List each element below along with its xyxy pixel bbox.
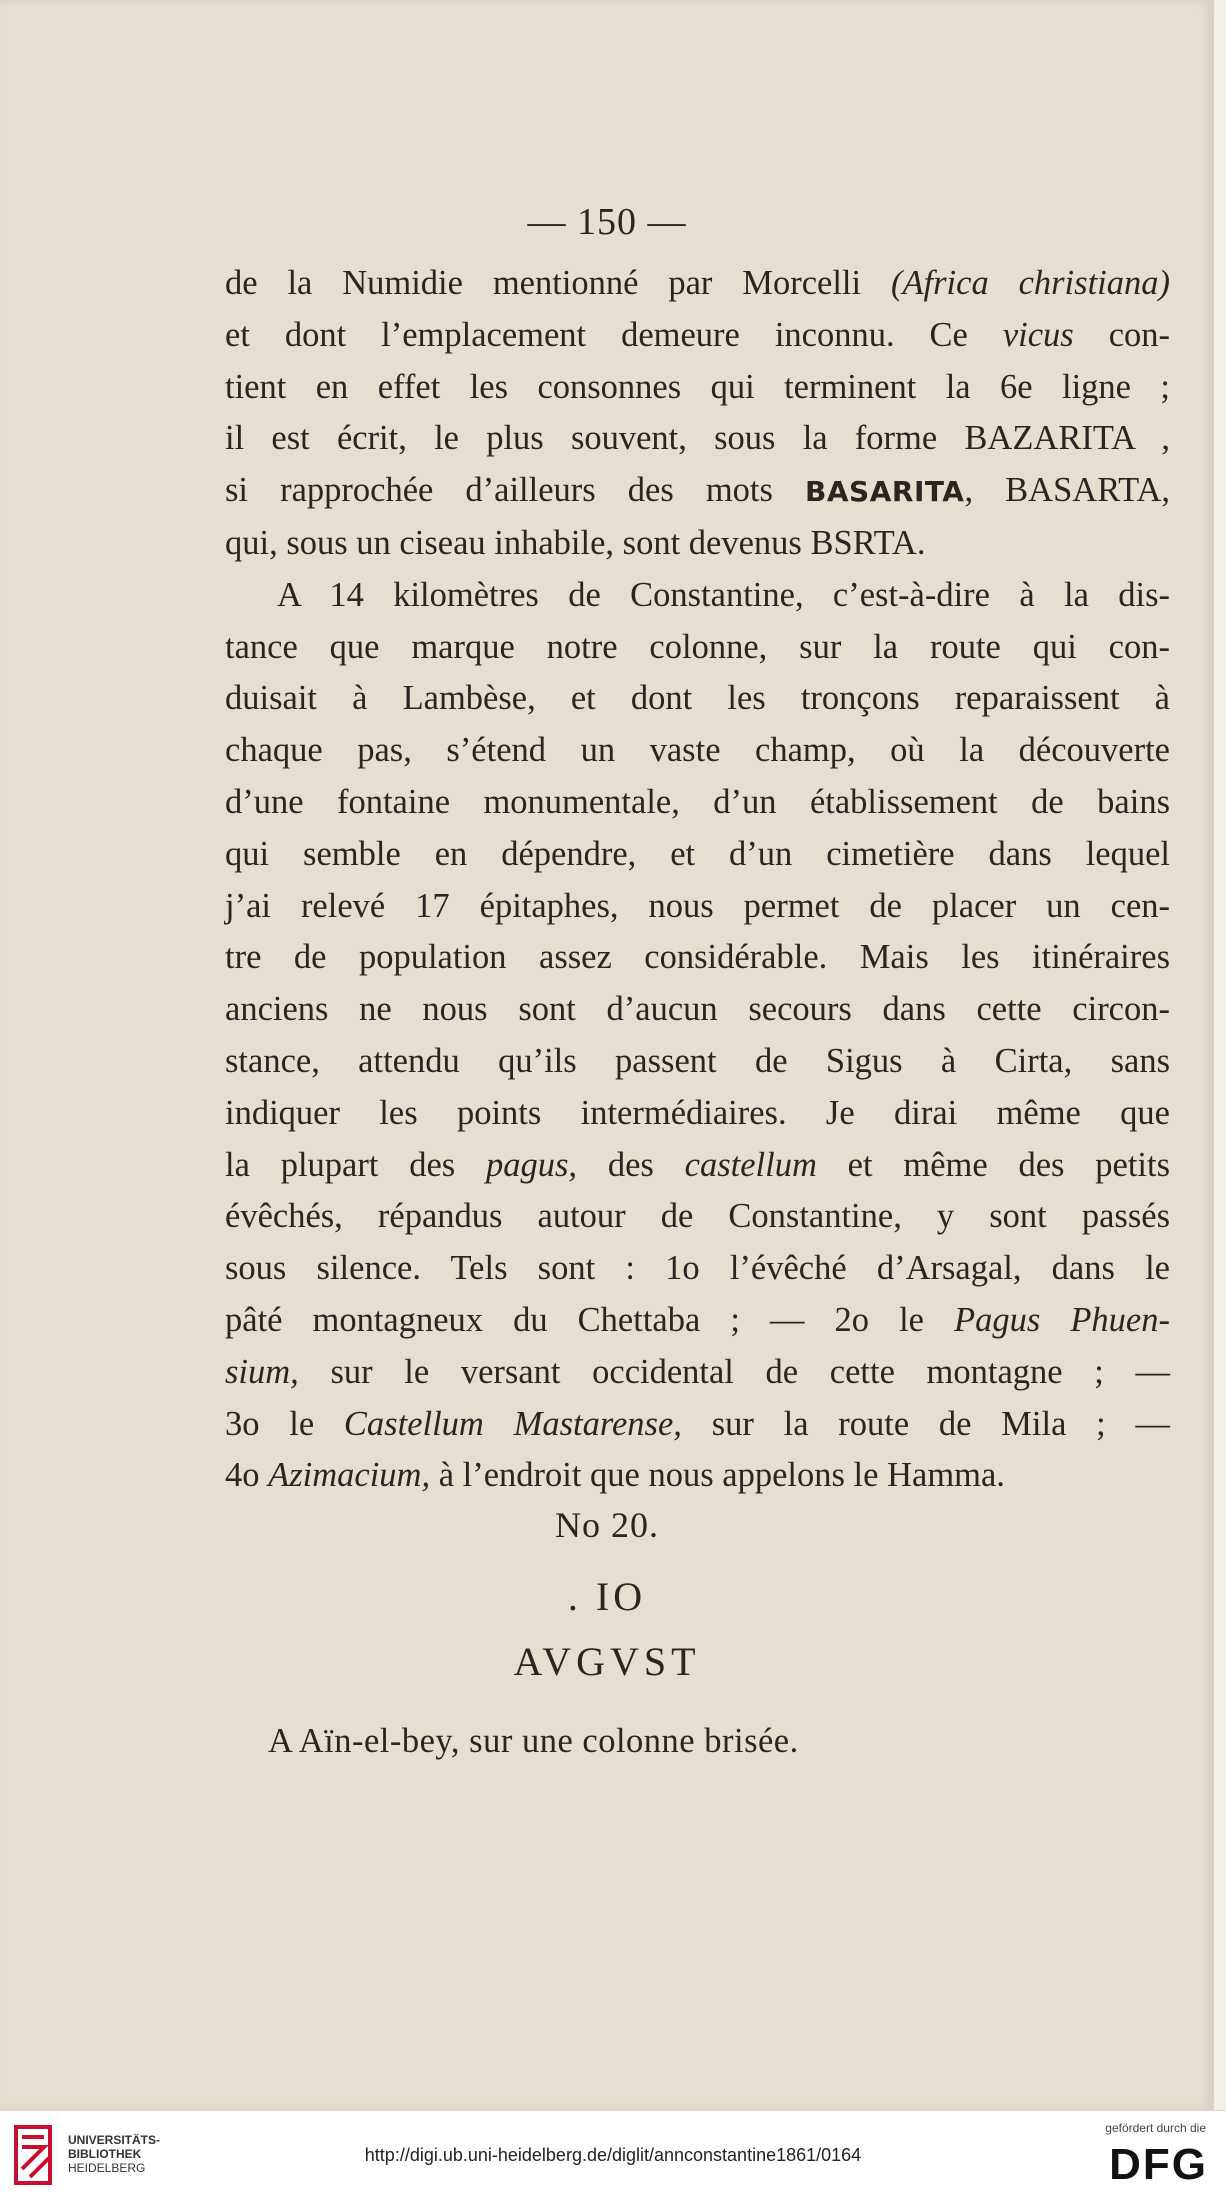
text-segment: con- (1073, 315, 1170, 354)
inscription-number: No 20. (555, 1505, 659, 1545)
italic-term: sium, (225, 1352, 299, 1391)
text-segment: à l’endroit que nous appelons le Hamma. (430, 1456, 1005, 1495)
text-segment: et dont l’emplacement demeure inconnu. Ce (225, 315, 1003, 354)
body-text (225, 258, 1170, 1502)
text-segment: sur le versant occidental de cette montagne ; — (298, 1352, 1170, 1391)
text-line: duisait à Lambèse, et dont les tronçons reparaissent à (225, 679, 1170, 718)
text-line: stance, attendu qu’ils passent de Sigus à Cirta, sans (225, 1041, 1170, 1080)
text-segment: de la Numidie mentionné par Morcelli (225, 264, 891, 302)
text-line: A 14 kilomètres de Constantine, c’est-à-dire à la dis- (277, 575, 1170, 614)
inscription-line-1: . IO (567, 1574, 647, 1619)
permalink[interactable]: http://digi.ub.uni-heidelberg.de/diglit/annconstantine1861/0164 (364, 2145, 862, 2165)
italic-term: pagus, (486, 1145, 578, 1184)
italic-term: Pagus Phuen- (954, 1300, 1170, 1339)
text-line (225, 1450, 1170, 1502)
text-line: évêchés, répandus autour de Constantine, y sont passés (225, 1197, 1170, 1236)
italic-term: vicus (1002, 315, 1074, 354)
italic-term: Azimacium, (268, 1456, 431, 1495)
text-line: j’ai relevé 17 épitaphes, nous permet de placer un cen- (225, 886, 1170, 925)
text-line: tre de population assez considérable. Mais les itinéraires (225, 938, 1170, 977)
text-line (225, 258, 1170, 310)
text-segment: et même des petits (816, 1145, 1170, 1184)
text-segment: , BASARTA, (964, 471, 1170, 510)
inscription-word: BASARITA (805, 475, 965, 509)
library-name-line: BIBLIOTHEK (68, 2147, 142, 2161)
italic-term: Castellum Mastarense, (343, 1404, 682, 1443)
text-line: chaque pas, s’étend un vaste champ, où la découverte (225, 731, 1170, 770)
inscription-line-2: AVGVST (513, 1639, 701, 1684)
dfg-logo: DFG (1109, 2140, 1208, 2189)
text-segment: 3o le (225, 1404, 344, 1443)
viewer-footer (0, 2110, 1226, 2199)
text-line: tance que marque notre colonne, sur la route qui con- (225, 627, 1170, 666)
text-segment: 4o (225, 1456, 269, 1495)
italic-term: castellum (684, 1145, 817, 1184)
page-edge (1214, 0, 1226, 2110)
text-segment: la plupart des (225, 1145, 486, 1184)
library-name-line: UNIVERSITÄTS- (68, 2133, 161, 2147)
text-line (225, 1295, 1170, 1347)
page-number: — 150 — (527, 201, 687, 243)
text-line (225, 1399, 1170, 1451)
text-segment: si rapprochée d’ailleurs des mots (225, 471, 806, 510)
text-line: d’une fontaine monumentale, d’un établissement de bains (225, 782, 1170, 821)
text-line: indiquer les points intermédiaires. Je dirai même que (225, 1093, 1170, 1132)
text-line (225, 1140, 1170, 1192)
text-segment: des (577, 1145, 685, 1184)
funding-note: gefördert durch die (1105, 2121, 1206, 2135)
text-line (225, 465, 1170, 518)
text-line: il est écrit, le plus souvent, sous la forme BAZARITA , (225, 419, 1170, 458)
text-line: anciens ne nous sont d’aucun secours dans cette circon- (225, 990, 1170, 1029)
library-name-line: HEIDELBERG (68, 2161, 146, 2175)
text-line: sous silence. Tels sont : 1o l’évêché d’Arsagal, dans le (225, 1249, 1170, 1288)
text-line (225, 310, 1170, 362)
inscription-caption: A Aïn-el-bey, sur une colonne brisée. (268, 1722, 799, 1760)
text-line: tient en effet les consonnes qui terminent la 6e ligne ; (225, 367, 1170, 406)
text-line: qui semble en dépendre, et d’un cimetière dans lequel (225, 834, 1170, 873)
text-segment: sur la route de Mila ; — (681, 1404, 1170, 1443)
text-line: qui, sous un ciseau inhabile, sont devenus BSRTA. (225, 523, 926, 562)
text-line (225, 1347, 1170, 1399)
text-segment: pâté montagneux du Chettaba ; — 2o le (225, 1300, 955, 1339)
italic-title: (Africa christiana) (890, 264, 1170, 302)
